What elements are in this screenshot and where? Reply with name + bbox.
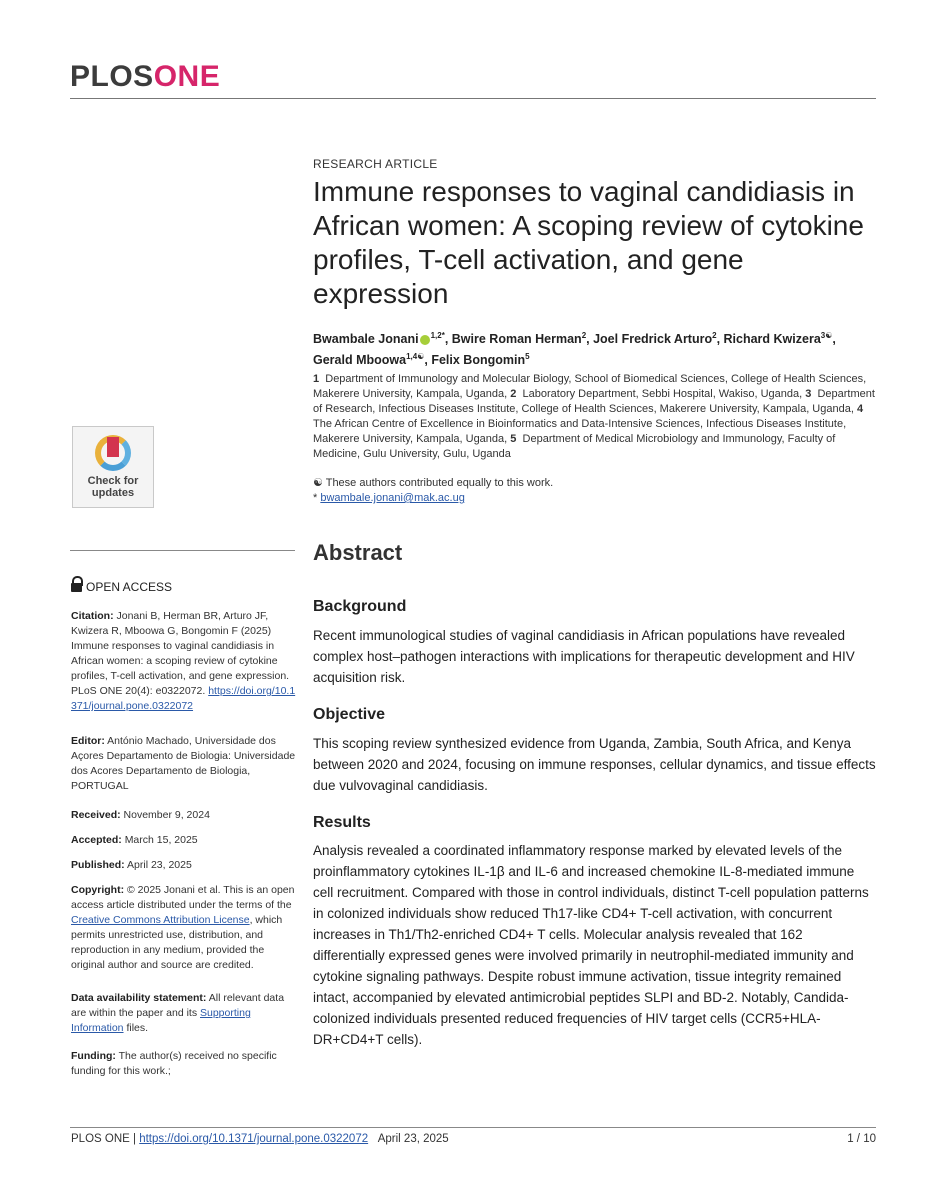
author-affil-sup: 5: [525, 352, 530, 362]
published-label: Published:: [71, 859, 125, 871]
published-block: [71, 858, 296, 873]
affil-text: The African Centre of Excellence in Bioinformatics and Data-Intensive Sciences, Infectious Diseases Institute, Makerere University, Kampala, Uganda,: [313, 418, 847, 445]
abstract-heading: Abstract: [313, 540, 403, 565]
copyright-label: Copyright:: [71, 884, 125, 896]
copyright-block: [71, 883, 296, 973]
affil-text: Laboratory Department, Sebbi Hospital, Wakiso, Uganda,: [522, 388, 803, 400]
editor-text: António Machado, Universidade dos Açores Departamento de Biologia: Universidade dos Acores Departamento de Biologia, PORTUGAL: [71, 735, 296, 792]
author-notes: [313, 476, 876, 506]
editor-block: [71, 734, 296, 794]
funding-block: [71, 1049, 296, 1079]
journal-logo: [70, 62, 220, 92]
accepted-date: March 15, 2025: [124, 834, 198, 846]
orcid-icon[interactable]: [420, 335, 430, 345]
page-number: 1 / 10: [847, 1133, 876, 1145]
data-availability-text: All relevant data are within the paper and its: [71, 992, 285, 1019]
author-affil-sup: 3☯: [820, 331, 833, 340]
equal-contribution-note: ☯ These authors contributed equally to this work.: [313, 477, 554, 489]
data-availability-block: [71, 991, 296, 1036]
check-updates-line1: Check for: [87, 475, 139, 487]
affil-text: Department of Medical Microbiology and Immunology, Faculty of Medicine, Gulu University, Gulu, Uganda: [313, 433, 836, 460]
citation-block: [71, 609, 296, 714]
results-text: Analysis revealed a coordinated inflammatory response marked by elevated levels of the proinflammatory cytokines IL-1β and IL-6 and increased chemokine IL-8-mediated immune cell recruitment. Compared with those in control individuals, distinct T-cell population patterns in colonized individuals show reduced Th17-like CD4+ T-cell activation, with concurrent increases in Th1/Th2-enriched CD4+ T cells. Molecular analysis revealed that 162 differentially expressed genes were involved primarily in neutrophil-mediated immunity and cytokine signaling pathways. Despite robust immune activation, tissue integrity remained intact, accompanied by elevated antimicrobial peptides SLPI and BD-2. Notably, Candida-colonized individuals presented reduced frequencies of HIV target cells (CCR5+HLA-DR+CD4+T cells).: [313, 843, 869, 1047]
supporting-info-link[interactable]: Supporting Information: [71, 1007, 251, 1034]
header-divider: [70, 98, 876, 99]
received-block: [71, 808, 296, 823]
logo-one: ONE: [153, 60, 221, 93]
article-title: Immune responses to vaginal candidiasis in African women: A scoping review of cytokine profiles, T-cell activation, and gene expression: [313, 176, 864, 309]
license-link[interactable]: Creative Commons Attribution License: [71, 914, 250, 926]
author-name: Gerald Mboowa: [313, 353, 407, 368]
footer-doi-link[interactable]: https://doi.org/10.1371/journal.pone.0322072: [139, 1133, 369, 1145]
footer-divider: [70, 1127, 876, 1128]
editor-label: Editor:: [71, 735, 105, 747]
check-for-updates-badge[interactable]: [72, 426, 154, 508]
objective-heading: Objective: [313, 706, 386, 723]
citation-doi-link[interactable]: https://doi.org/10.1371/journal.pone.0322072: [71, 685, 296, 712]
author-affil-sup: 1,2*: [430, 331, 445, 340]
affil-number: 1: [313, 373, 320, 385]
author-affil-sup: 2: [581, 331, 587, 340]
corresponding-author: [313, 491, 876, 506]
received-date: November 9, 2024: [123, 809, 210, 821]
affil-number: 5: [510, 433, 517, 445]
logo-plos: PLOS: [70, 60, 154, 93]
published-date: April 23, 2025: [127, 859, 192, 871]
copyright-text-cont: , which permits unrestricted use, distribution, and reproduction in any medium, provided the original author and source are credited.: [71, 914, 283, 971]
citation-label: Citation:: [71, 610, 114, 622]
author-name: Joel Fredrick Arturo: [593, 332, 713, 347]
footer-date: April 23, 2025: [377, 1133, 449, 1145]
received-label: Received:: [71, 809, 121, 821]
author-name: Bwambale Jonani: [313, 332, 419, 347]
footer-separator: |: [133, 1133, 137, 1145]
funding-text: The author(s) received no specific funding for this work.;: [71, 1050, 277, 1077]
affil-number: 4: [856, 403, 864, 415]
author-name: Richard Kwizera: [723, 332, 821, 347]
check-updates-line2: updates: [91, 487, 135, 499]
affil-text: Department of Research, Infectious Diseases Institute, College of Health Sciences, Makerere University, Kampala, Uganda,: [313, 388, 875, 415]
affil-text: Department of Immunology and Molecular Biology, School of Biomedical Sciences, College of Health Sciences, Makerere University, Kampala, Uganda,: [313, 373, 867, 400]
citation-text: Jonani B, Herman BR, Arturo JF, Kwizera R, Mboowa G, Bongomin F (2025) Immune responses to vaginal candidiasis in African women: a scoping review of cytokine profiles, T-cell activation, and gene expression. PLoS ONE 20(4): e0322072.: [71, 610, 290, 697]
open-access-text: OPEN ACCESS: [86, 580, 173, 594]
copyright-text: © 2025 Jonani et al. This is an open access article distributed under the terms of the: [71, 884, 295, 911]
author-name: Felix Bongomin: [431, 353, 526, 368]
affil-number: 3: [805, 388, 812, 400]
author-affil-sup: 1,4☯: [406, 352, 425, 362]
results-heading: Results: [313, 814, 371, 831]
affiliations: [313, 372, 876, 462]
background-text: Recent immunological studies of vaginal candidiasis in African populations have revealed complex host–pathogen interactions with implications for therapeutic development and HIV acquisition risk.: [313, 628, 855, 685]
objective-text: This scoping review synthesized evidence from Uganda, Zambia, South Africa, and Kenya between 2020 and 2024, focusing on immune responses, cellular dynamics, and tissue effects due vulvovaginal candidiasis.: [313, 736, 876, 793]
footer-journal: PLOS ONE: [71, 1133, 130, 1145]
open-lock-icon: [71, 583, 82, 592]
corresponding-marker: *: [313, 492, 318, 504]
crossmark-icon: [95, 435, 131, 471]
data-availability-label: Data availability statement:: [71, 992, 207, 1004]
sidebar-divider: [70, 550, 295, 551]
data-availability-text-cont: files.: [126, 1022, 149, 1034]
accepted-block: [71, 833, 296, 848]
author-affil-sup: 2: [712, 331, 717, 340]
open-access-label: [71, 580, 296, 595]
author-list: Bwambale Jonani $^{1,2*}$, Bwire Roman Herman$^2$, Joel Fredrick Arturo$^2$, Richard Kwizera$^{3☯}$, Gerald Mboowa$^{1,4☯}$, Felix Bongomin$^5$: [313, 331, 836, 368]
author-name: Bwire Roman Herman: [451, 332, 582, 347]
article-type: RESEARCH ARTICLE: [313, 157, 438, 171]
affil-number: 2: [510, 388, 517, 400]
accepted-label: Accepted:: [71, 834, 122, 846]
background-heading: Background: [313, 598, 407, 615]
page-footer: [71, 1133, 876, 1145]
corresponding-email-link[interactable]: bwambale.jonani@mak.ac.ug: [320, 492, 465, 504]
funding-label: Funding:: [71, 1050, 116, 1062]
